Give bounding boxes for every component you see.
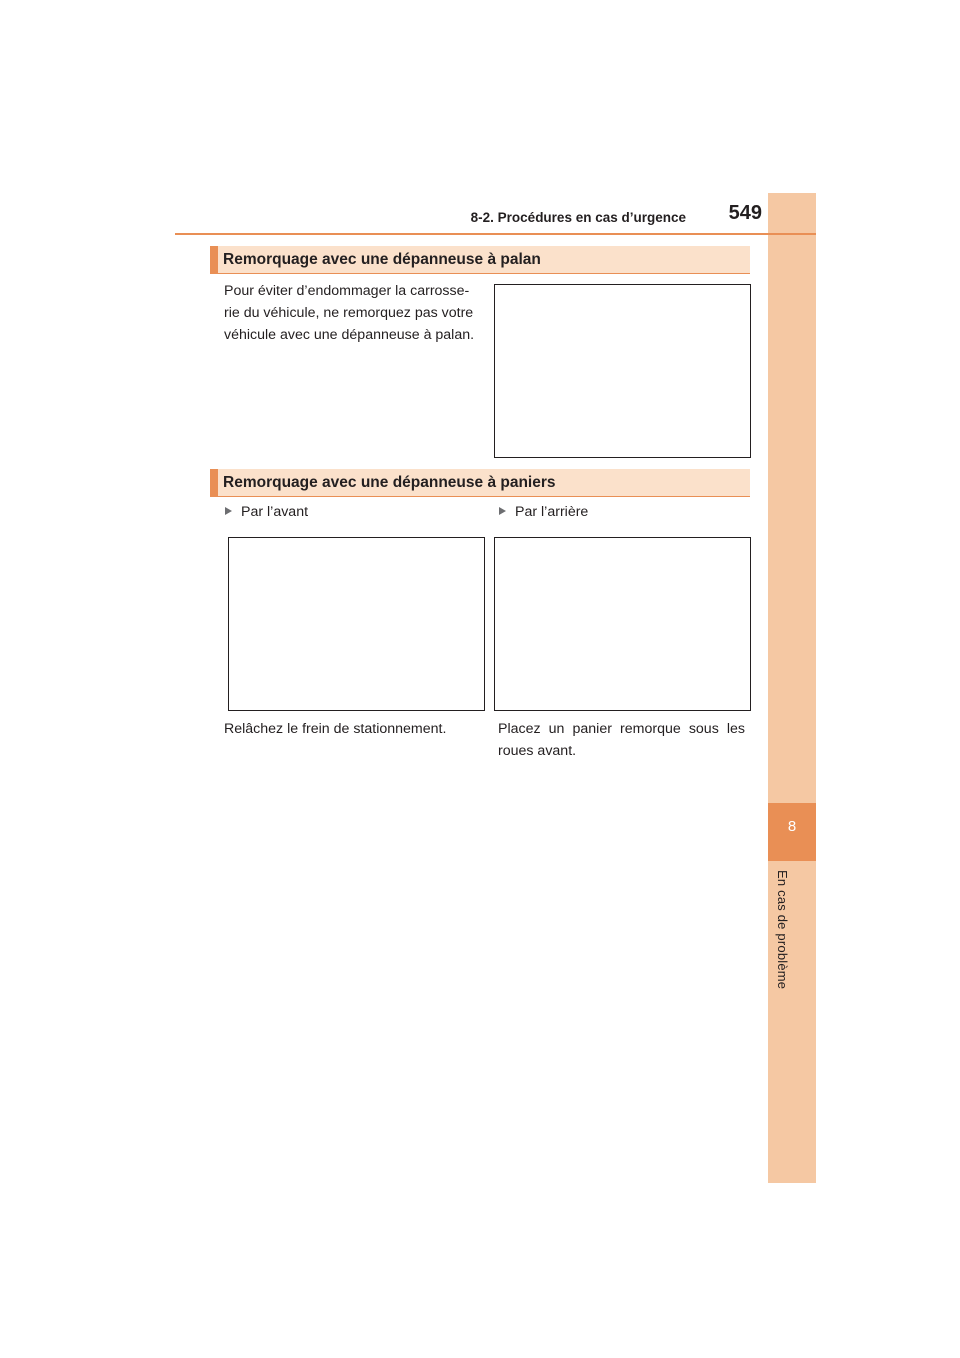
chapter-sidebar [768, 193, 816, 1183]
illustration-front [228, 537, 485, 711]
bullet-front-label: Par l’avant [241, 504, 309, 520]
section-heading-text: Remorquage avec une dépanneuse à paniers [223, 474, 556, 491]
palan-warning-text: Pour éviter d’endommager la carrosse- rie du véhicule, ne remorquez pas votre véhicule avec une dépanneuse à palan. [224, 283, 475, 343]
rear-caption: Placez un panier remorque sous les roues avant. [498, 721, 745, 759]
section-heading-palan [210, 246, 750, 274]
page-number: 549 [728, 202, 762, 224]
front-caption: Relâchez le frein de stationnement. [224, 721, 447, 737]
bullet-front [225, 504, 308, 520]
section-heading-paniers [210, 469, 750, 497]
triangle-bullet-icon [499, 507, 506, 515]
header-section-title: 8-2. Procédures en cas d’urgence [470, 210, 686, 225]
header-rule [175, 233, 816, 235]
triangle-bullet-icon [225, 507, 232, 515]
bullet-rear [499, 504, 588, 520]
section-heading-text: Remorquage avec une dépanneuse à palan [223, 251, 541, 268]
chapter-number: 8 [787, 818, 797, 835]
illustration-palan [494, 284, 751, 458]
illustration-rear [494, 537, 751, 711]
bullet-rear-label: Par l’arrière [515, 504, 589, 520]
chapter-title: En cas de problème [775, 870, 790, 990]
